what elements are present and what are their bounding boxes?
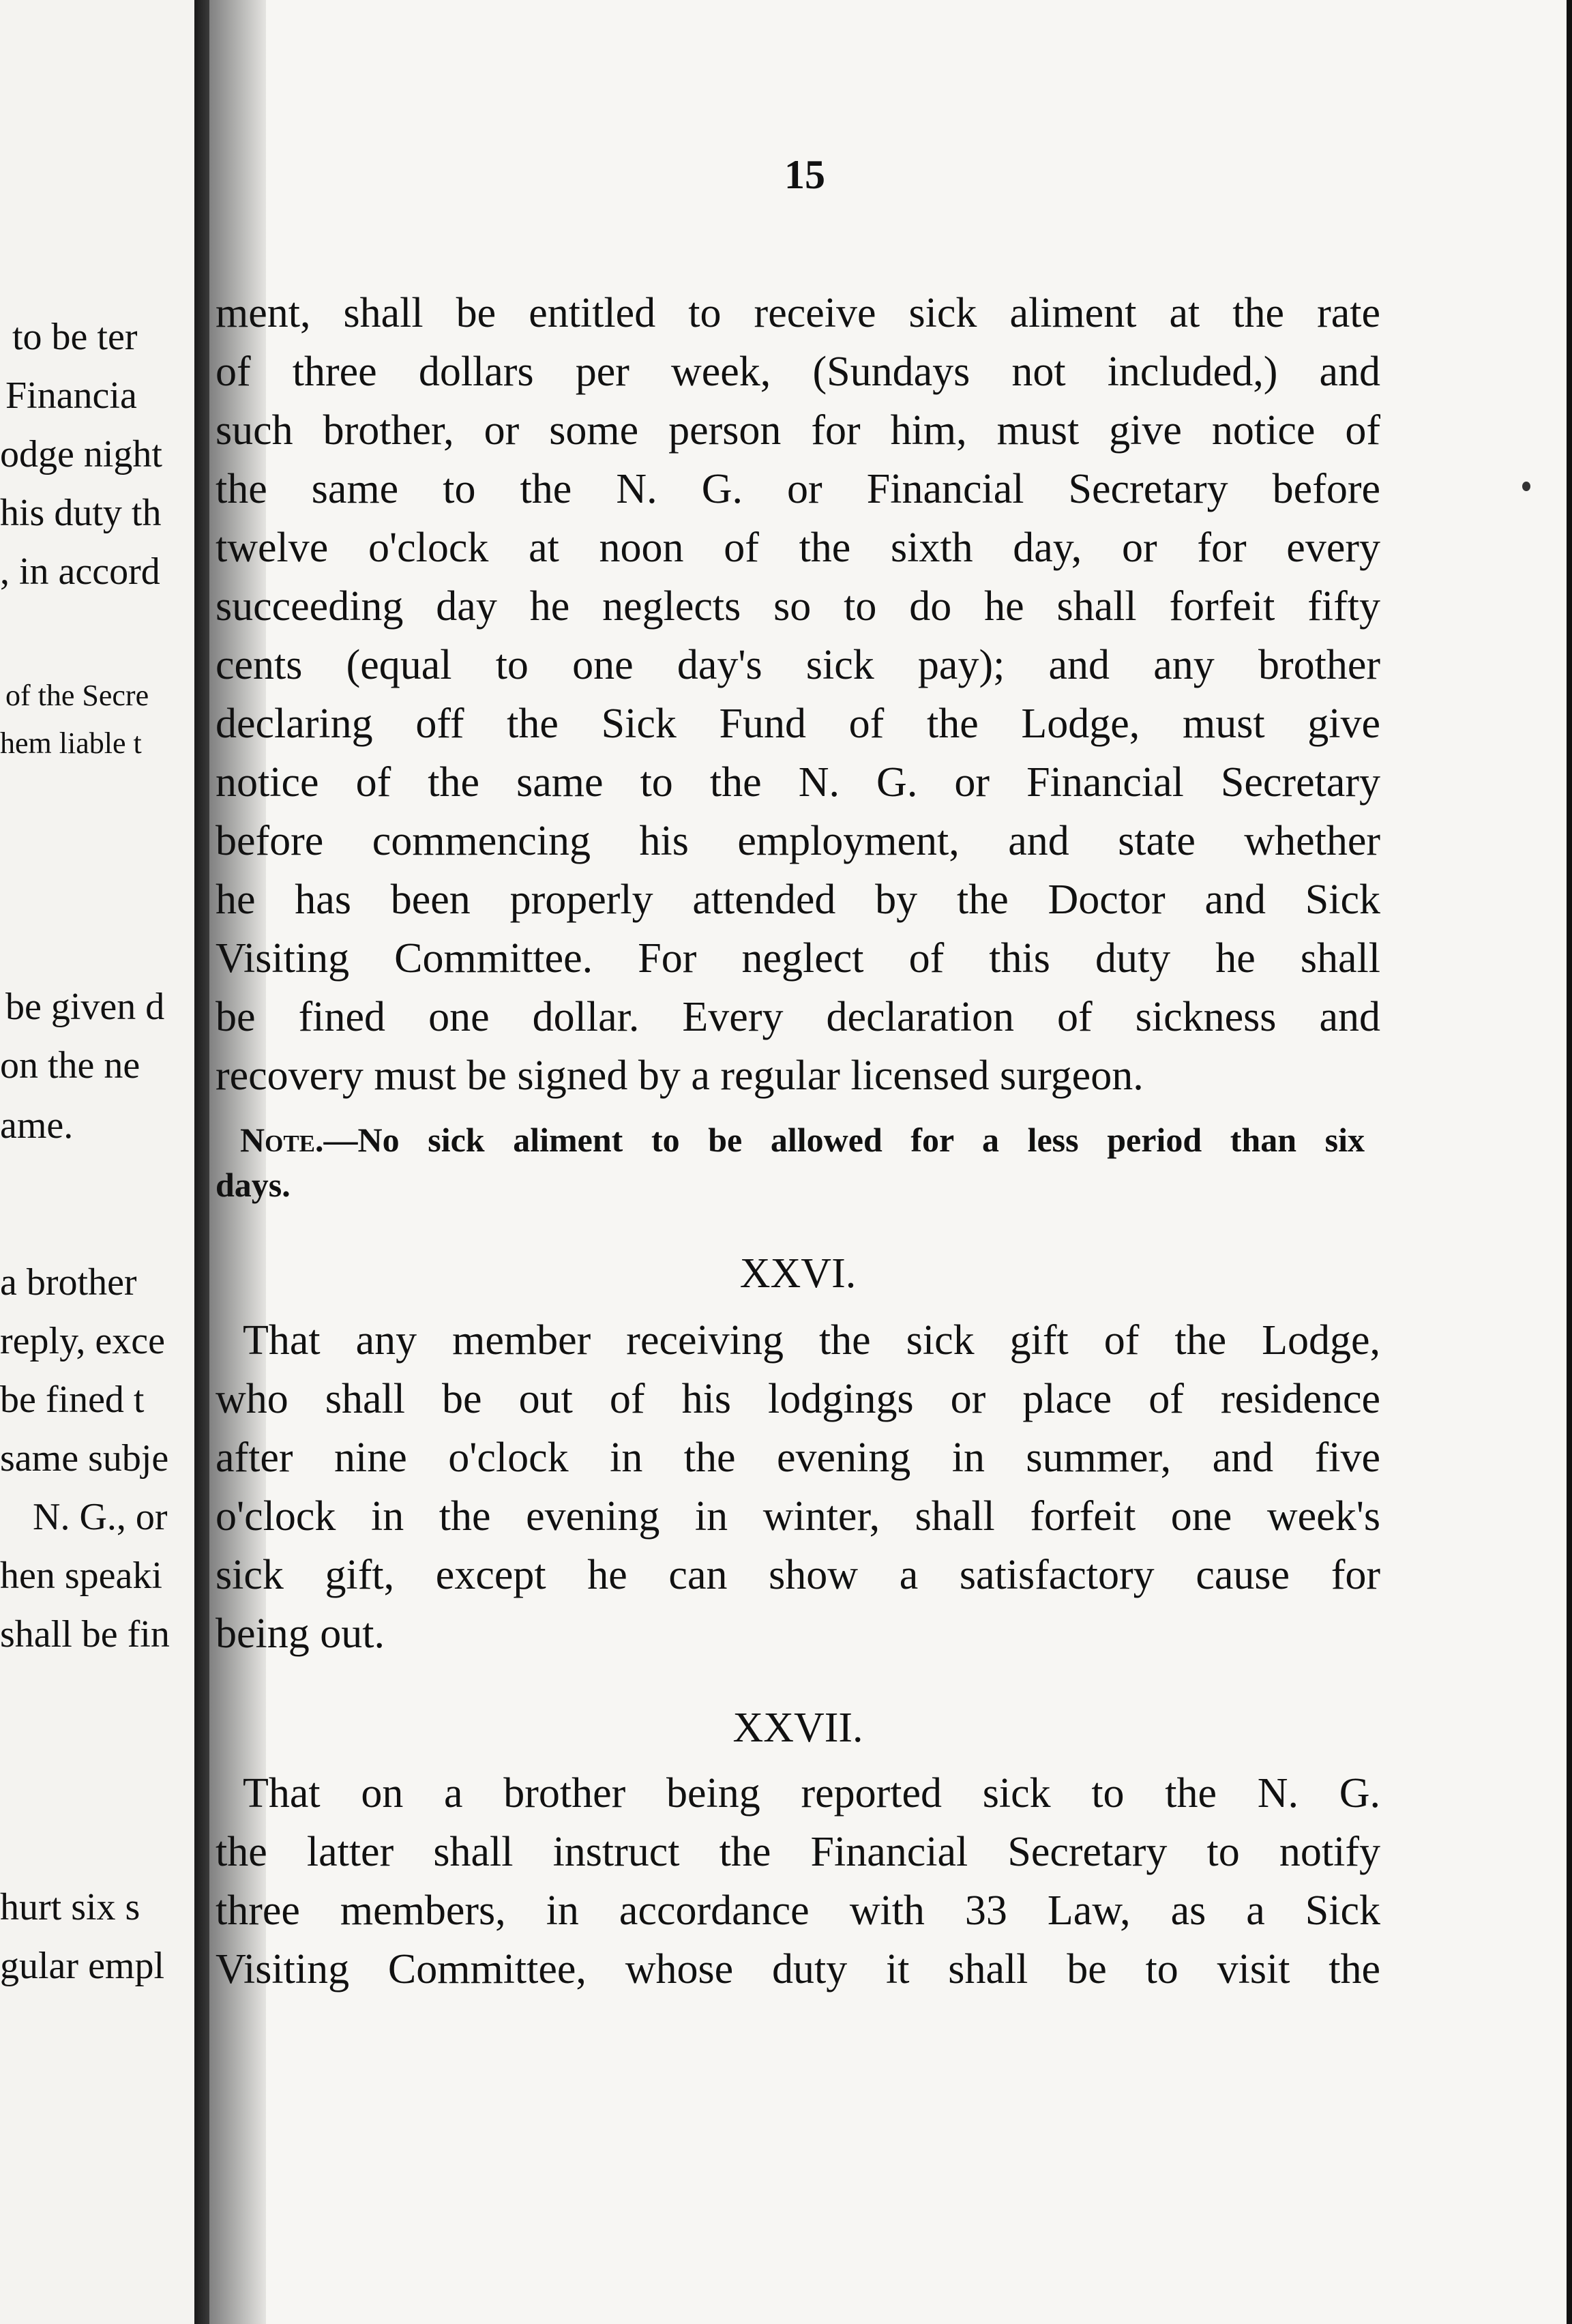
left-fragment-line: , in accord	[0, 550, 160, 593]
body-line: succeeding day he neglects so to do he shall forfeit fifty	[216, 583, 1380, 630]
body-line: ment, shall be entitled to receive sick aliment at the rate	[216, 290, 1380, 336]
note-text: —No sick aliment to be allowed for a less period than six	[323, 1121, 1365, 1159]
left-fragment-line: to be ter	[12, 316, 138, 358]
body-line: after nine o'clock in the evening in summer, and five	[216, 1435, 1380, 1481]
body-line: the same to the N. G. or Financial Secretary before	[216, 466, 1380, 512]
body-line: the latter shall instruct the Financial Secretary to notify	[216, 1829, 1380, 1875]
body-line: three members, in accordance with 33 Law, as a Sick	[216, 1887, 1380, 1934]
section-heading-xxvi: XXVI.	[739, 1250, 857, 1297]
binding-shadow	[194, 0, 209, 2324]
paper-speck	[1522, 482, 1530, 491]
left-page-fragment	[0, 0, 201, 2324]
body-line: such brother, or some person for him, must give notice of	[216, 407, 1380, 454]
left-fragment-line: shall be fin	[0, 1613, 170, 1656]
page-number: 15	[784, 152, 825, 197]
left-fragment-line: same subje	[0, 1437, 169, 1480]
left-fragment-line: gular empl	[0, 1945, 165, 1987]
left-fragment-line: hem liable t	[0, 726, 142, 760]
left-fragment-line: N. G., or	[33, 1496, 168, 1538]
body-line: cents (equal to one day's sick pay); and any brother	[216, 642, 1380, 688]
body-line: who shall be out of his lodgings or place of residence	[216, 1376, 1380, 1422]
body-line: twelve o'clock at noon of the sixth day, or for every	[216, 525, 1380, 571]
left-fragment-line: on the ne	[0, 1044, 140, 1087]
left-fragment-line: ame.	[0, 1104, 74, 1147]
note-line	[216, 1123, 1365, 1157]
section-heading-xxvii: XXVII.	[732, 1705, 863, 1751]
scan-edge	[1567, 0, 1572, 2324]
left-fragment-line: Financia	[5, 374, 137, 417]
body-line: be fined one dollar. Every declaration of sickness and	[216, 994, 1380, 1040]
body-line: notice of the same to the N. G. or Financial Secretary	[216, 759, 1380, 806]
body-line: before commencing his employment, and state whether	[216, 818, 1380, 864]
body-line: Visiting Committee, whose duty it shall be to visit the	[216, 1946, 1380, 1992]
left-fragment-line: reply, exce	[0, 1320, 165, 1362]
body-line: of three dollars per week, (Sundays not included,) and	[216, 349, 1380, 395]
body-line: recovery must be signed by a regular licensed surgeon.	[216, 1053, 1144, 1099]
left-fragment-line: be fined t	[0, 1379, 145, 1421]
body-line: That any member receiving the sick gift of the Lodge,	[243, 1317, 1380, 1364]
body-line: That on a brother being reported sick to the N. G.	[243, 1770, 1380, 1816]
body-line: Visiting Committee. For neglect of this duty he shall	[216, 935, 1380, 982]
left-fragment-line: hen speaki	[0, 1555, 162, 1597]
left-fragment-line: odge night	[0, 433, 162, 475]
body-line: being out.	[216, 1610, 385, 1657]
body-line: declaring off the Sick Fund of the Lodge, must give	[216, 701, 1380, 747]
note-label: Note.	[240, 1121, 324, 1159]
left-fragment-line: hurt six s	[0, 1886, 140, 1928]
body-line: sick gift, except he can show a satisfactory cause for	[216, 1552, 1380, 1598]
note-line: days.	[216, 1166, 291, 1204]
left-fragment-line: of the Secre	[5, 679, 149, 712]
left-fragment-line: his duty th	[0, 492, 162, 534]
body-line: o'clock in the evening in winter, shall forfeit one week's	[216, 1493, 1380, 1540]
left-fragment-line: a brother	[0, 1261, 137, 1304]
body-line: he has been properly attended by the Doctor and Sick	[216, 877, 1380, 923]
left-fragment-line: be given d	[5, 986, 165, 1028]
